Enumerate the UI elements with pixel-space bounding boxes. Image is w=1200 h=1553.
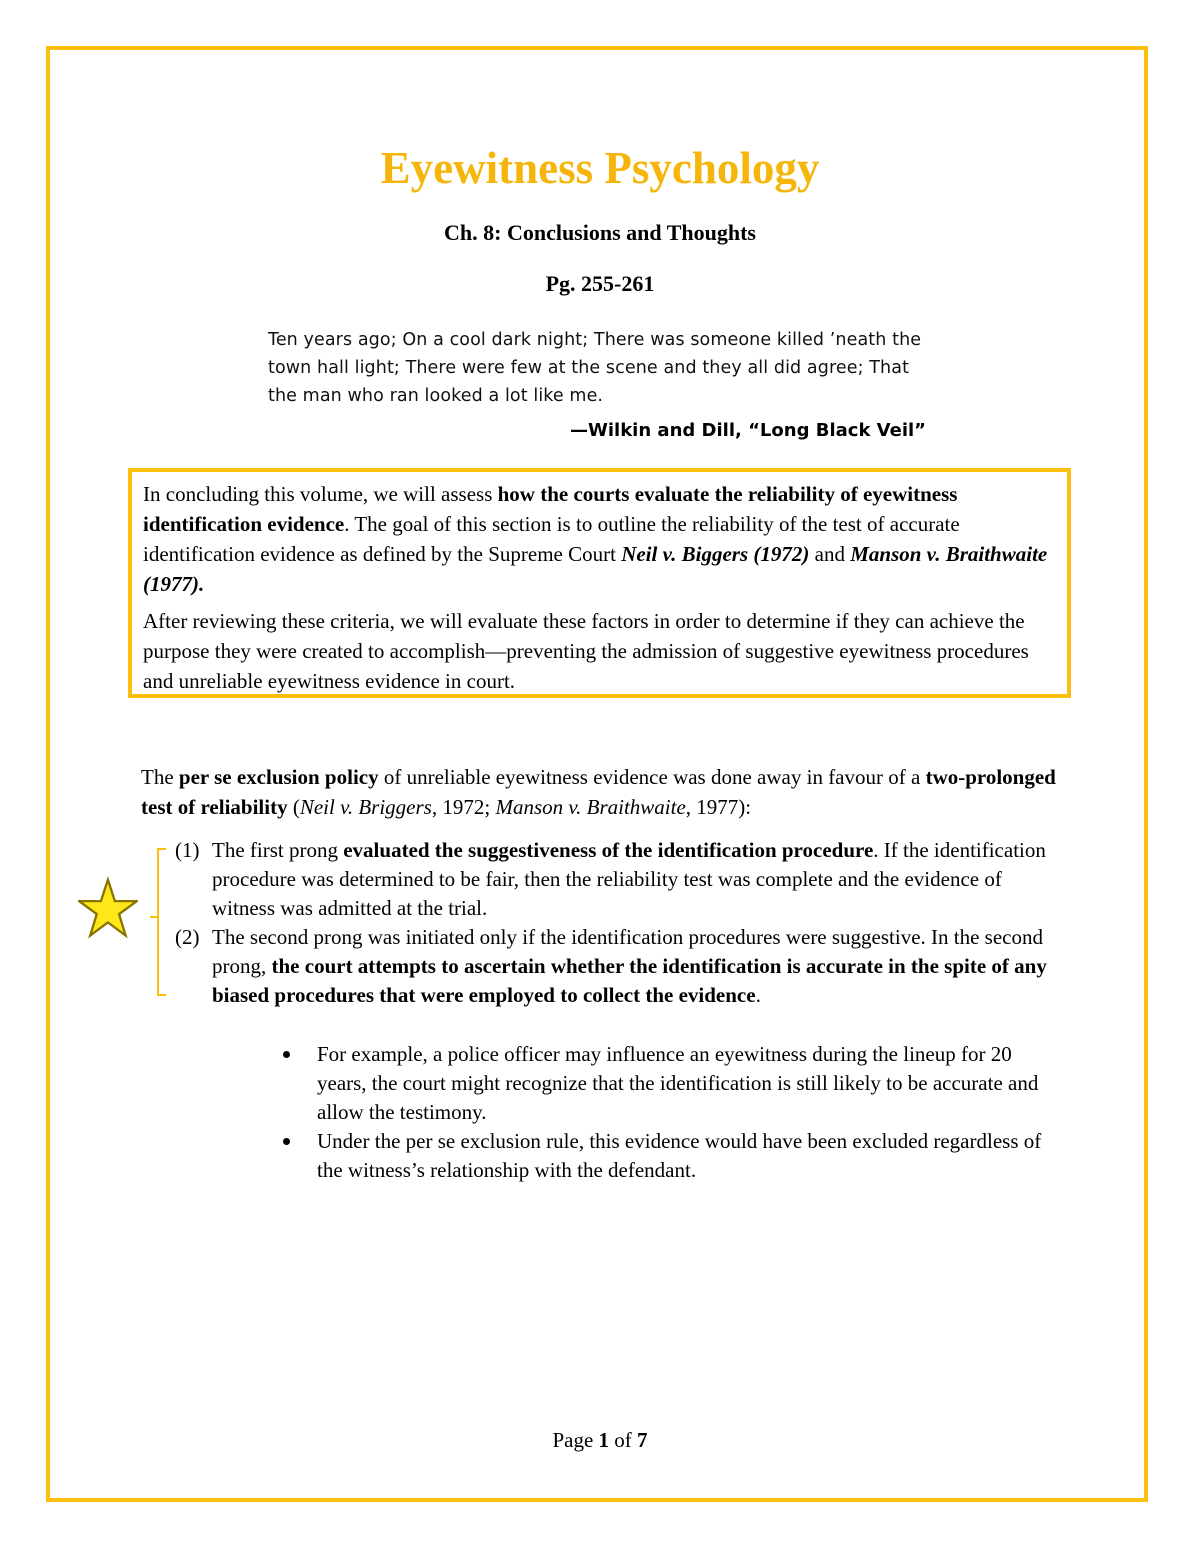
bullet-item: For example, a police officer may influence an eyewitness during the lineup for 20 years, the court might recognize that the identification is still likely to be accurate and allow the testimony. <box>281 1040 1061 1127</box>
prong-item: (2) The second prong was initiated only if the identification procedures were suggestive. In the second prong, the court attempts to ascertain whether the identification is accurate in the spite of any biased procedures that were employed to collect the evidence. <box>175 925 1047 1007</box>
page-number: Page 1 of 7 <box>552 1428 648 1452</box>
epigraph-attribution: —Wilkin and Dill, “Long Black Veil” <box>570 420 926 441</box>
margin-bracket-tick <box>150 916 158 918</box>
main-paragraph: The per se exclusion policy of unreliable eyewitness evidence was done away in favour of a two-prolonged test of reliability (Neil v. Briggers, 1972; Manson v. Braithwaite, 1977): <box>141 765 1056 819</box>
prong-item: (1) The first prong evaluated the suggestiveness of the identification procedure. If the identification procedure was determined to be fair, then the reliability test was complete and the evidence of witness was admitted at the trial. <box>175 838 1046 920</box>
bullet-dot-icon <box>283 1138 290 1145</box>
term-two-prong-test: two-prolonged test of reliability <box>141 765 1056 819</box>
bullet-dot-icon <box>283 1051 290 1058</box>
star-icon <box>78 874 138 944</box>
intro-paragraph-1: In concluding this volume, we will assess how the courts evaluate the reliability of eyewitness identification evidence. The goal of this section is to outline the reliability of the test of accurate identification evidence as defined by the Supreme Court Neil v. Biggers (1972) and Manson v. Braithwaite (1977). <box>143 482 1048 596</box>
prong-number: (1) <box>175 838 200 862</box>
prong-list <box>175 836 1055 1010</box>
term-per-se-exclusion: per se exclusion policy <box>178 765 379 789</box>
prong-number: (2) <box>175 925 200 949</box>
bullet-item: Under the per se exclusion rule, this evidence would have been excluded regardless of the witness’s relationship with the defendant. <box>281 1127 1061 1185</box>
page-range: Pg. 255-261 <box>545 271 655 296</box>
document-title: Eyewitness Psychology <box>380 143 820 193</box>
bullet-list <box>281 1040 1061 1185</box>
case-citation: Manson v. Braithwaite (1977). <box>143 542 1048 596</box>
intro-emphasis: how the courts evaluate the reliability of eyewitness identification evidence <box>143 482 958 536</box>
intro-box <box>128 468 1071 698</box>
epigraph: Ten years ago; On a cool dark night; There was someone killed ’neath the town hall light; There were few at the scene and they all did agree; That the man who ran looked a lot like me. <box>268 330 922 406</box>
intro-paragraph-2: After reviewing these criteria, we will evaluate these factors in order to determine if they can achieve the purpose they were created to accomplish—preventing the admission of suggestive eyewitness procedures and unreliable eyewitness evidence in court. <box>143 609 1029 693</box>
margin-bracket <box>157 848 166 996</box>
chapter-heading: Ch. 8: Conclusions and Thoughts <box>444 220 756 245</box>
case-citation: Neil v. Biggers (1972) <box>621 542 810 566</box>
